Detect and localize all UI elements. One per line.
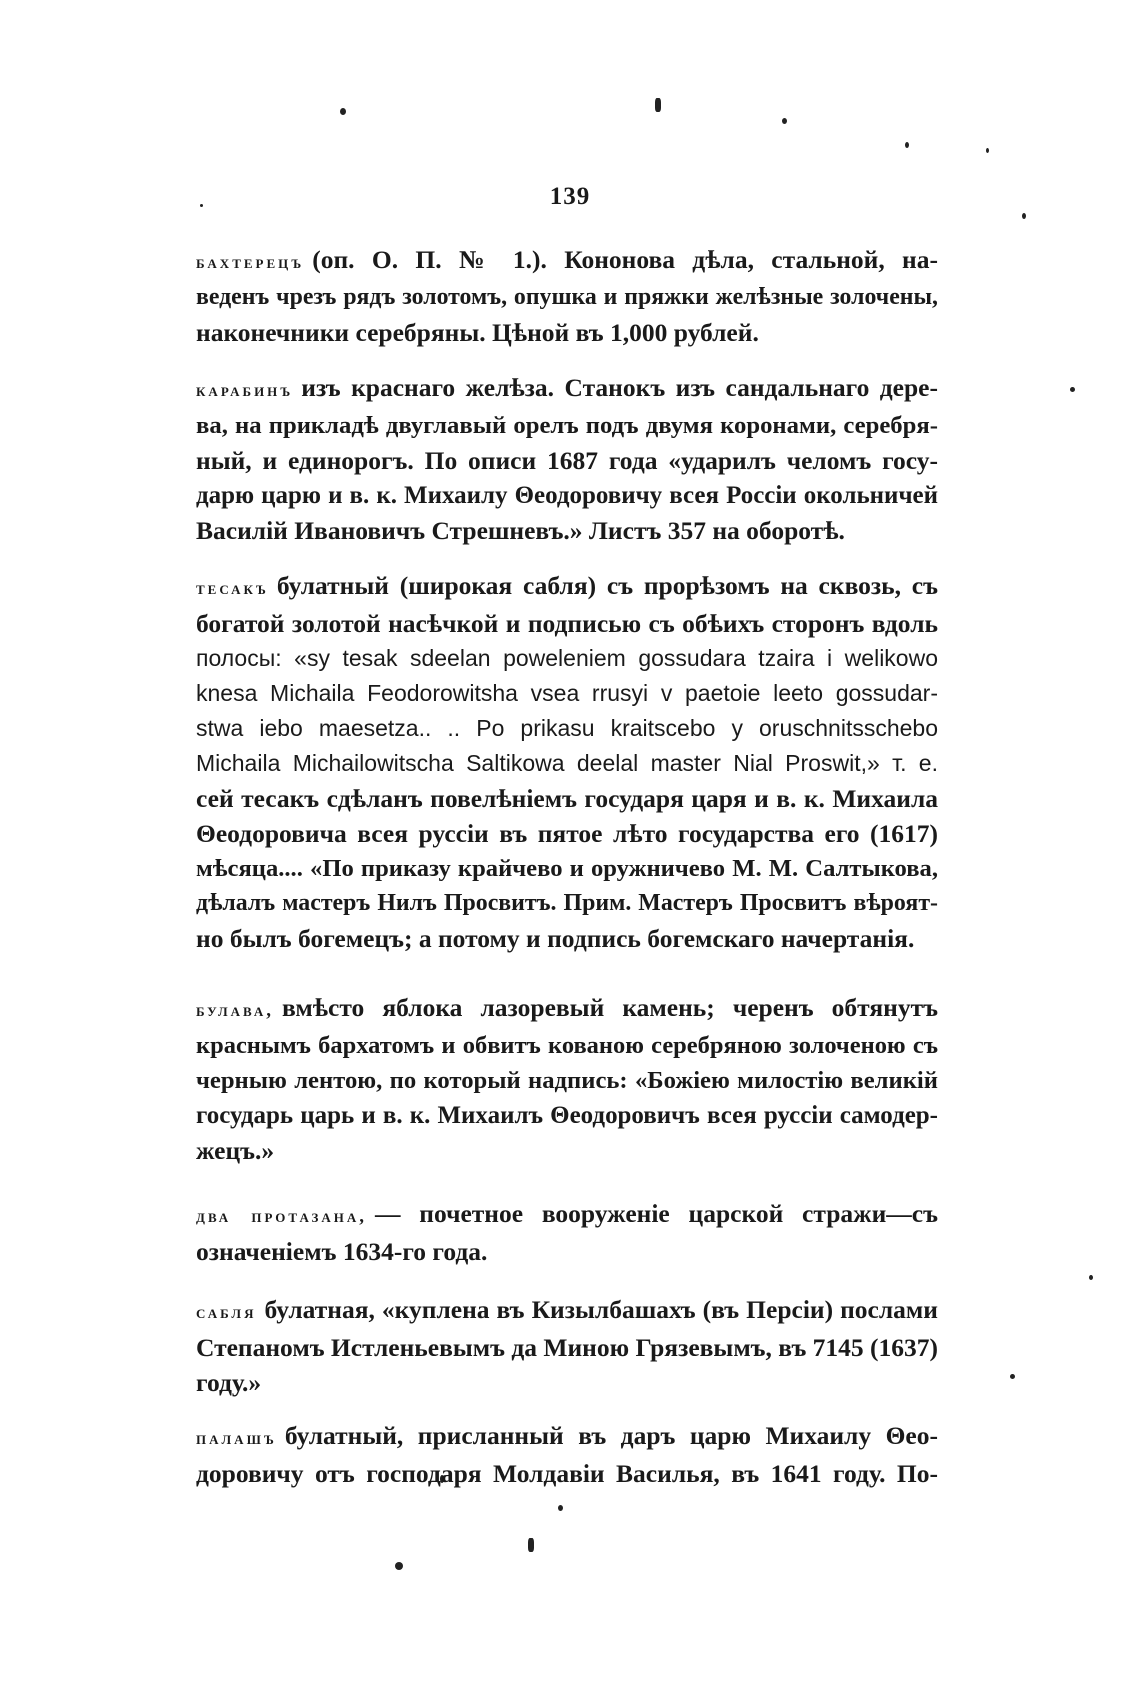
entry-line: жецъ.» <box>196 1136 275 1165</box>
entry-text: вмѣсто яблока лазоревый камень; черенъ обтянутъ <box>282 993 938 1022</box>
entry-line: stwa iebo maesetza.. .. Po prikasu kraitscebo y oruschnitsschebo <box>196 715 938 741</box>
entry-line: полосы: «sy tesak sdeelan poweleniem gossudara tzaira i welikowo <box>196 645 938 671</box>
entry-line: государь царь и в. к. Михаилъ Θеодоровичъ всея руссіи самодер- <box>196 1102 938 1129</box>
entry-line <box>196 370 938 408</box>
scan-speck <box>340 108 346 115</box>
entry-line: году.» <box>196 1368 262 1397</box>
entry-line: означеніемъ 1634-го года. <box>196 1237 488 1266</box>
entry-line: Василій Ивановичъ Стрешневъ.» Листъ 357 на оборотѣ. <box>196 516 845 545</box>
entry-line: knesa Michaila Feodorowitsha vsea rrusyi v paetoie leeto gossudar- <box>196 680 938 706</box>
entry-text: булатный, присланный въ даръ царю Михаилу Θео- <box>284 1421 938 1450</box>
scan-speck <box>1070 387 1075 392</box>
entry-line: веденъ чрезъ рядъ золотомъ, опушка и пряжки желѣзные золочены, <box>196 284 938 310</box>
entry-line: ва, на прикладѣ двуглавый орелъ подъ двумя коронами, серебря- <box>196 412 938 439</box>
entry-line: мѣсяца.... «По приказу крайчево и оружничево М. М. Салтыкова, <box>196 855 938 882</box>
entry-line <box>196 1292 938 1330</box>
entry-line <box>196 568 938 606</box>
scan-speck <box>905 142 909 148</box>
entry-bulava <box>196 990 938 1168</box>
entry-sablya <box>196 1292 938 1400</box>
entry-line: доровичу отъ господаря Молдавіи Василья, въ 1641 году. По- <box>196 1459 938 1488</box>
entry-headword: тесакъ <box>196 578 269 599</box>
entry-headword: булава, <box>196 1000 275 1021</box>
entry-headword: карабинъ <box>196 380 294 401</box>
entry-tesak <box>196 568 938 956</box>
entry-line <box>196 1418 938 1456</box>
page-number: 139 <box>549 183 591 210</box>
entry-line: Michaila Michailowitscha Saltikowa deelal master Nial Proswit,» т. е. <box>196 750 938 776</box>
entry-headword: два протазана, <box>196 1206 368 1227</box>
entry-line: черныю лентою, по который надпись: «Божіею милостію великій <box>196 1067 938 1094</box>
scan-speck <box>986 148 989 153</box>
entry-line <box>196 1196 938 1234</box>
scan-speck <box>782 118 787 124</box>
entry-headword: палашъ <box>196 1428 277 1449</box>
scan-speck <box>1089 1275 1093 1280</box>
entry-line: краснымъ бархатомъ и обвитъ кованою серебряною золоченою съ <box>196 1032 938 1059</box>
entry-line <box>196 990 938 1028</box>
scan-speck <box>1022 213 1026 219</box>
entry-text: булатная, «куплена въ Кизылбашахъ (въ Персіи) послами <box>264 1295 938 1324</box>
scan-speck <box>528 1538 534 1552</box>
entry-line: Θеодоровича всея руссіи въ пятое лѣто государства его (1617) <box>196 819 938 848</box>
entry-line <box>196 242 938 280</box>
entry-text: булатный (широкая сабля) съ прорѣзомъ на сквозь, съ <box>276 571 938 600</box>
entry-text: изъ краснаго желѣза. Станокъ изъ сандальнаго дере- <box>301 373 938 402</box>
scan-speck <box>395 1562 403 1570</box>
entry-palash <box>196 1418 938 1491</box>
entry-bakhterets <box>196 242 938 350</box>
entry-line: но былъ богемецъ; а потому и подпись богемскаго начертанія. <box>196 924 915 953</box>
entry-protazany <box>196 1196 938 1269</box>
scan-speck <box>655 98 661 112</box>
entry-text: — почетное вооруженіе царской стражи—съ <box>375 1199 938 1228</box>
entry-karabin <box>196 370 938 548</box>
scan-speck <box>1010 1374 1015 1379</box>
scan-speck <box>558 1505 563 1511</box>
entry-line: дѣлалъ мастеръ Нилъ Просвитъ. Прим. Мастеръ Просвитъ вѣроят- <box>196 890 938 916</box>
entry-line: богатой золотой насѣчкой и подписью съ обѣихъ сторонъ вдоль <box>196 609 938 638</box>
entry-line: Степаномъ Истленьевымъ да Миною Грязевымъ, въ 7145 (1637) <box>196 1333 939 1362</box>
entry-headword: сабля <box>196 1302 257 1323</box>
entry-headword: бахтерецъ <box>196 252 305 273</box>
entry-line: ный, и единорогъ. По описи 1687 года «ударилъ челомъ госу- <box>196 446 938 475</box>
entry-line: сей тесакъ сдѣланъ повелѣніемъ государя царя и в. к. Михаила <box>196 784 938 813</box>
entry-text: (оп. О. П. № 1.). Кононова дѣла, стальной, на- <box>312 245 938 274</box>
entry-line: наконечники серебряны. Цѣной въ 1,000 рублей. <box>196 318 759 347</box>
entry-line: дарю царю и в. к. Михаилу Θеодоровичу всея Россіи окольничей <box>196 482 938 509</box>
